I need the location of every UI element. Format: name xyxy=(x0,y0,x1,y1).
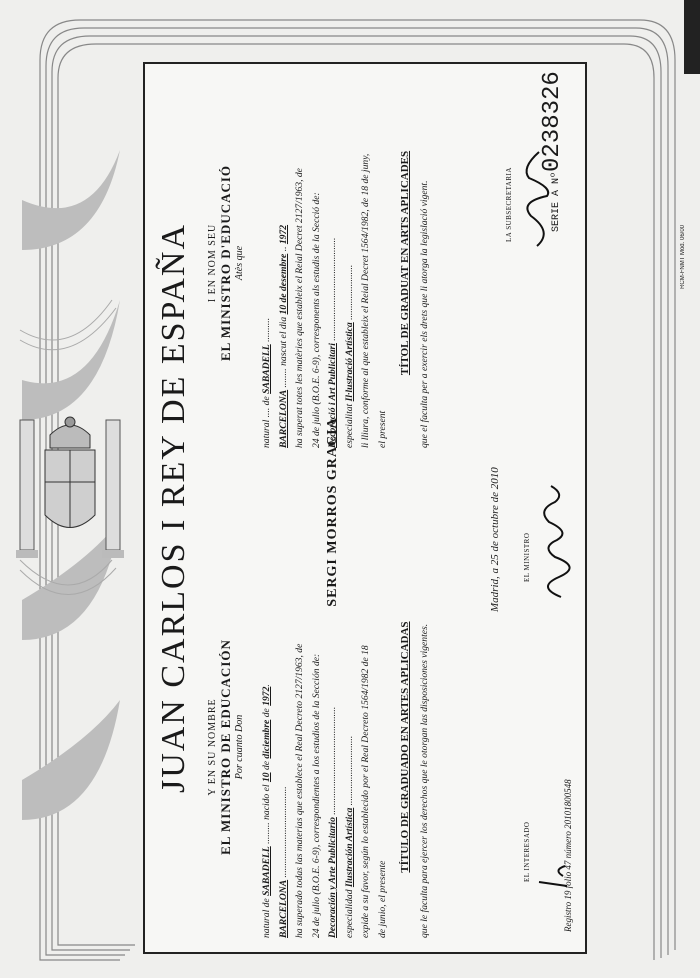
subsecretaria-label: LA SUBSECRETARIA xyxy=(505,167,513,242)
text: ha superado todas las materias que establece el Real Decreto 2127/1963, de xyxy=(294,643,305,938)
value: BARCELONA xyxy=(277,879,289,938)
minister-signature xyxy=(531,482,577,602)
value: 10 de desembre xyxy=(277,253,289,315)
diploma-frame xyxy=(143,62,587,954)
ates-que: Atès que xyxy=(234,245,245,281)
text: expide a su favor, según lo establecido por el Real Decreto 1564/1982 de 18 xyxy=(360,645,371,938)
value: 10 xyxy=(261,772,272,783)
value: Decoración y Arte Publicitario xyxy=(327,817,338,938)
faculta-ca: que el faculta per a exercir els drets que li atorga la legislació vigent. xyxy=(419,180,430,448)
text: 24 de julio (B.O.E. 6-9), corresponents als estudis de la Secció de: xyxy=(310,192,322,448)
text: de xyxy=(261,396,272,406)
king-title: JUAN CARLOS I REY DE ESPAÑA xyxy=(155,222,192,794)
serie-label: SERIE A Nº xyxy=(551,171,562,232)
faculta-es: que le faculta para ejercer los derechos que le otorgan las disposiciones vigentes. xyxy=(419,623,430,938)
spanish-column xyxy=(145,542,585,952)
text: natural xyxy=(261,419,272,448)
intro-ca: I EN NOM SEU xyxy=(207,223,218,303)
issue-date: Madrid, a 25 de octubre de 2010 xyxy=(489,467,501,612)
body-ca: natural .... de SABADELL .......... BARCELONA ........ nascut el dia 10 de desembre .. 1972 ha superat totes les matèries que estableix el Reial Decret 2127/1963, de 24 de julio (B.O.E. 6-9), corresponents als estudis de la Secció de: Decoració i Art Publicitari ........................................... especialitat Il·lustració Artística ....................... li lliura, conforme al que estableix el Reial Decret 1564/1982, de 18 de juny, el present xyxy=(261,153,388,448)
text: especialidad xyxy=(343,889,355,938)
value: SABADELL xyxy=(261,344,272,394)
text: 24 de julio (B.O.E. 6-9), correspondientes a los estudios de la Sección de: xyxy=(310,653,322,938)
text: ha superat totes les matèries que estableix el Reial Decret 2127/1963, de xyxy=(294,168,305,448)
body-es: natural de SABADELL ......... nacido el 10 de diciembre de 1972. BARCELONA ...................................... ha superado todas las materias que establece el Real Decreto 2127/1963, de 24 de julio (B.O.E. 6-9), correspondientes a los estudios de la Sección de: Decoración y Arte Publicitario ............................................. especialidad Ilustración Artística ............................. expide a su favor, según lo establecido por el Real Decreto 1564/1982 de 18 de junio, el presente xyxy=(261,643,388,938)
center-column xyxy=(145,462,585,542)
por-cuanto: Por cuanto Don xyxy=(234,714,245,780)
text: natural de xyxy=(261,898,272,938)
text: de junio, el presente xyxy=(376,860,388,938)
text: de xyxy=(261,760,272,771)
value: 1972 xyxy=(277,224,289,245)
minister-ca: EL MINISTRO D'EDUCACIÓ xyxy=(218,164,233,362)
royal-crest-icon xyxy=(10,400,130,570)
value: BARCELONA xyxy=(277,389,289,448)
interesado-label: EL INTERESADO xyxy=(523,821,531,882)
catalan-column xyxy=(145,64,585,462)
form-code: RCM-FNMT Mod. 06/00 xyxy=(680,225,686,289)
value: 1972 xyxy=(261,686,272,706)
serie-number: 0238326 xyxy=(539,71,566,172)
value: Il·lustració Artística xyxy=(343,322,355,402)
value: Ilustración Artística xyxy=(343,807,355,888)
titol-ca: TÍTOL DE GRADUAT EN ARTS APLICADES xyxy=(399,150,411,376)
minister-es: EL MINISTRO DE EDUCACIÓN xyxy=(218,639,233,855)
text: li lliura, conforme al que estableix el Reial Decret 1564/1982, de 18 de juny, xyxy=(360,153,371,448)
text: especialitat xyxy=(343,403,355,448)
text: de xyxy=(261,708,272,718)
value: Decoració i Art Publicitari xyxy=(327,343,338,448)
value: SABADELL xyxy=(261,846,272,896)
corner-block xyxy=(684,0,700,74)
ministro-label: EL MINISTRO xyxy=(523,532,531,582)
graduate-name: SERGI MORROS GRACIA xyxy=(325,417,340,607)
rotated-content xyxy=(145,64,585,952)
value: diciembre xyxy=(261,719,272,759)
text: el present xyxy=(376,410,388,448)
titulo-es: TÍTULO DE GRADUADO EN ARTES APLICADAS xyxy=(399,621,411,873)
text: nacido el xyxy=(261,784,272,820)
registro: Registro 19 folio 47 número 20101800548 xyxy=(563,779,573,932)
text: nascut el dia xyxy=(277,316,289,366)
intro-es: Y EN SU NOMBRE xyxy=(207,698,218,796)
